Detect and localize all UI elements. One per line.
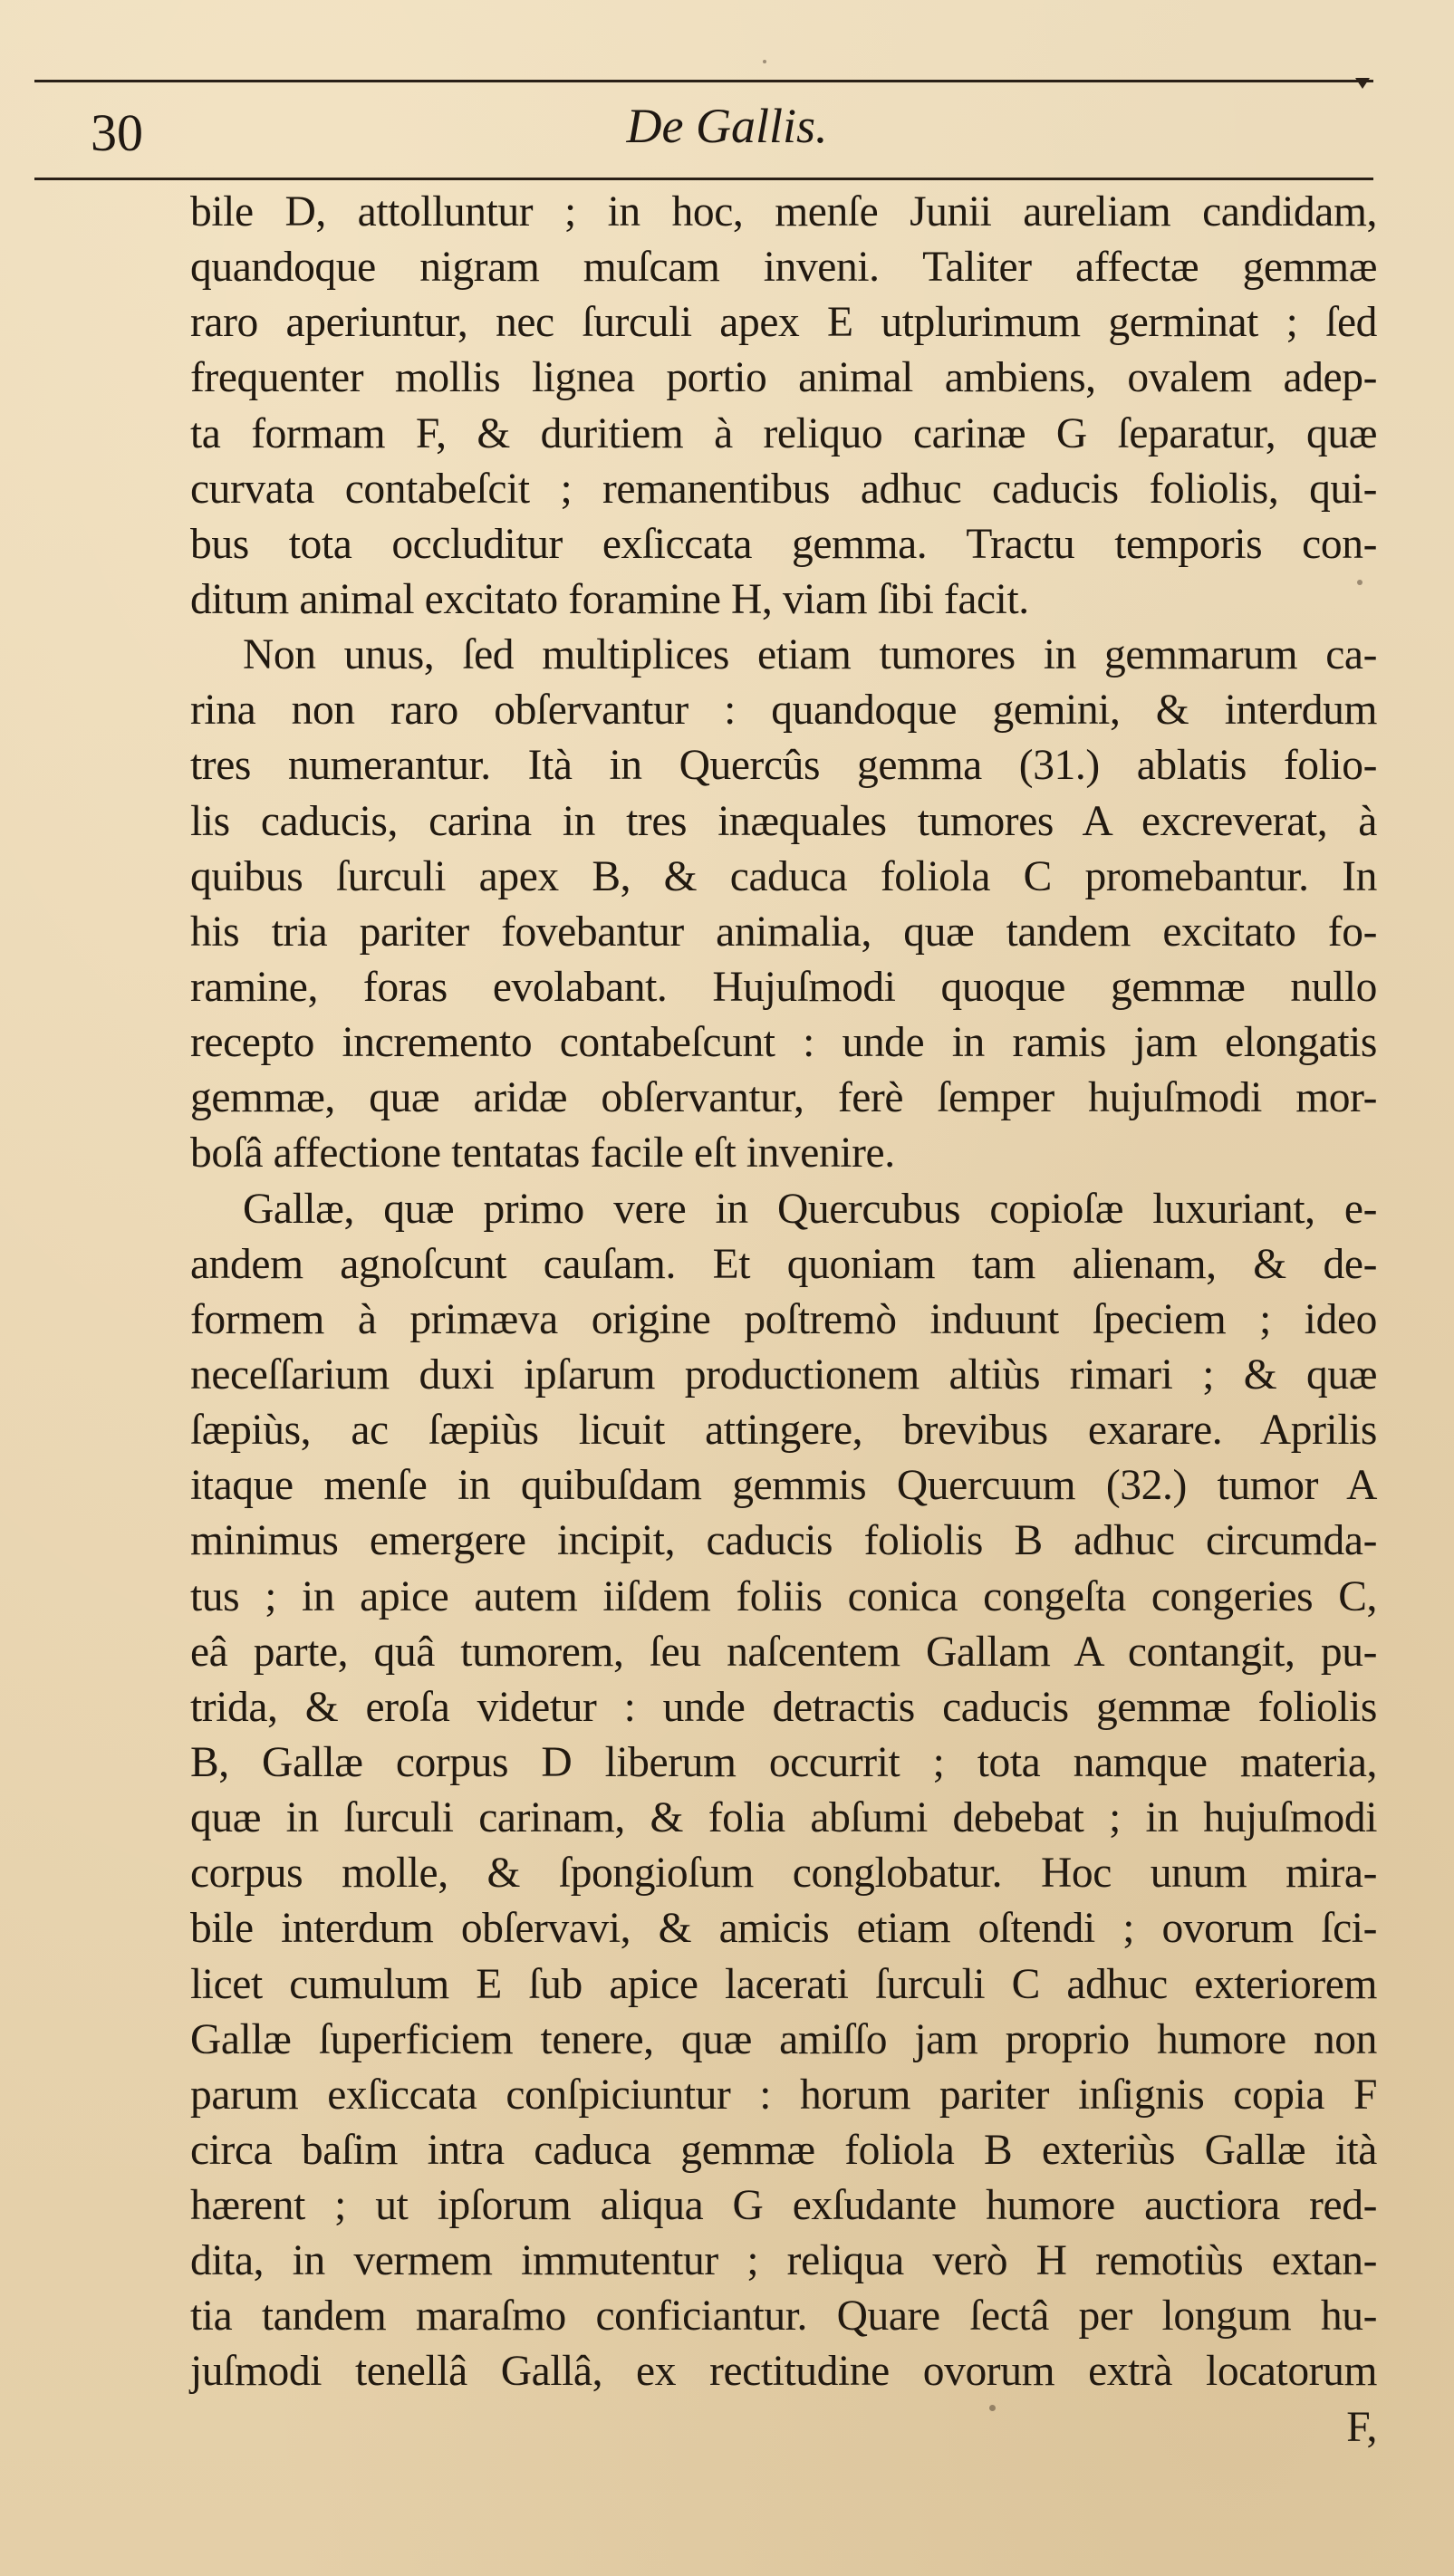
text-line: circa baſim intra caduca gemmæ foliola B exteriùs Gallæ ità <box>190 2126 1377 2174</box>
body-text <box>190 185 1377 2456</box>
text-line: hærent ; ut ipſorum aliqua G exſudante humore auctiora red- <box>190 2182 1377 2230</box>
text-line: bus tota occluditur exſiccata gemma. Tractu temporis con- <box>190 520 1377 568</box>
text-line: gemmæ, quæ aridæ obſervantur, ferè ſemper hujuſmodi mor- <box>190 1074 1377 1122</box>
text-line: boſâ affectione tentatas facile eſt invenire. <box>190 1129 895 1177</box>
text-line: tres numerantur. Ità in Quercûs gemma (31.) ablatis folio- <box>190 742 1377 790</box>
page-number: 30 <box>91 103 143 162</box>
text-line: Gallæ, quæ primo vere in Quercubus copioſæ luxuriant, e- <box>243 1185 1377 1233</box>
text-line: eâ parte, quâ tumorem, ſeu naſcentem Gallam A contangit, pu- <box>190 1628 1377 1676</box>
paper-speck <box>989 2405 996 2411</box>
text-line: bile D, attolluntur ; in hoc, menſe Junii aureliam candidam, <box>190 188 1377 235</box>
text-line: dita, in vermem immutentur ; reliqua verò H remotiùs extan- <box>190 2237 1377 2285</box>
text-line: neceſſarium duxi ipſarum productionem altiùs rimari ; & quæ <box>190 1350 1377 1399</box>
running-title: De Gallis. <box>626 99 828 153</box>
text-line: ta formam F, & duritiem à reliquo carinæ G ſeparatur, quæ <box>190 409 1377 457</box>
text-line: ſæpiùs, ac ſæpiùs licuit attingere, brevibus exarare. Aprilis <box>190 1407 1377 1455</box>
text-line: quandoque nigram muſcam inveni. Taliter affectæ gemmæ <box>190 244 1377 292</box>
header-top-rule <box>34 80 1373 82</box>
text-line: tia tandem maraſmo conficiantur. Quare ſectâ per longum hu- <box>190 2292 1377 2341</box>
text-line: itaque menſe in quibuſdam gemmis Quercuum (32.) tumor A <box>190 1462 1377 1510</box>
text-line: minimus emergere incipit, caducis foliolis B adhuc circumda- <box>190 1517 1377 1565</box>
text-line: bile interdum obſervavi, & amicis etiam oſtendi ; ovorum ſci- <box>190 1905 1377 1953</box>
text-line: licet cumulum E ſub apice lacerati ſurculi C adhuc exteriorem <box>190 1960 1377 2008</box>
text-line: recepto incremento contabeſcunt : unde in ramis jam elongatis <box>190 1019 1377 1067</box>
text-line: formem à primæva origine poſtremò induunt ſpeciem ; ideo <box>190 1295 1377 1343</box>
text-line: trida, & eroſa videtur : unde detractis caducis gemmæ foliolis <box>190 1683 1377 1731</box>
text-line: frequenter mollis lignea portio animal ambiens, ovalem adep- <box>190 354 1377 402</box>
text-line: ramine, foras evolabant. Hujuſmodi quoque gemmæ nullo <box>190 963 1377 1011</box>
text-line: ditum animal excitato foramine H, viam ſibi facit. <box>190 575 1029 623</box>
text-line: curvata contabeſcit ; remanentibus adhuc caducis foliolis, qui- <box>190 465 1377 513</box>
text-line: his tria pariter fovebantur animalia, quæ tandem excitato fo- <box>190 908 1377 956</box>
header-bottom-rule <box>34 178 1373 180</box>
text-line: juſmodi tenellâ Gallâ, ex rectitudine ovorum extrà locatorum <box>190 2348 1377 2396</box>
text-line: tus ; in apice autem iiſdem foliis conica congeſta congeries C, <box>190 1572 1377 1620</box>
text-line: Non unus, ſed multiplices etiam tumores in gemmarum ca- <box>243 631 1377 679</box>
text-line: B, Gallæ corpus D liberum occurrit ; tota namque materia, <box>190 1738 1377 1786</box>
catchword: F, <box>1346 2403 1377 2451</box>
text-line: lis caducis, carina in tres inæquales tumores A excreverat, à <box>190 797 1377 845</box>
paper-speck <box>763 60 766 63</box>
text-line: Gallæ ſuperficiem tenere, quæ amiſſo jam proprio humore non <box>190 2015 1377 2063</box>
text-line: quibus ſurculi apex B, & caduca foliola C promebantur. In <box>190 852 1377 900</box>
paper-speck <box>1357 580 1363 585</box>
text-line: corpus molle, & ſpongioſum conglobatur. Hoc unum mira- <box>190 1850 1377 1898</box>
text-line: andem agnoſcunt cauſam. Et quoniam tam alienam, & de- <box>190 1240 1377 1288</box>
text-line: raro aperiuntur, nec ſurculi apex E utplurimum germinat ; ſed <box>190 299 1377 347</box>
text-line: quæ in ſurculi carinam, & folia abſumi debebat ; in hujuſmodi <box>190 1794 1377 1842</box>
text-line: parum exſiccata conſpiciuntur : horum pariter inſignis copia F <box>190 2071 1377 2119</box>
text-line: rina non raro obſervantur : quandoque gemini, & interdum <box>190 687 1377 735</box>
